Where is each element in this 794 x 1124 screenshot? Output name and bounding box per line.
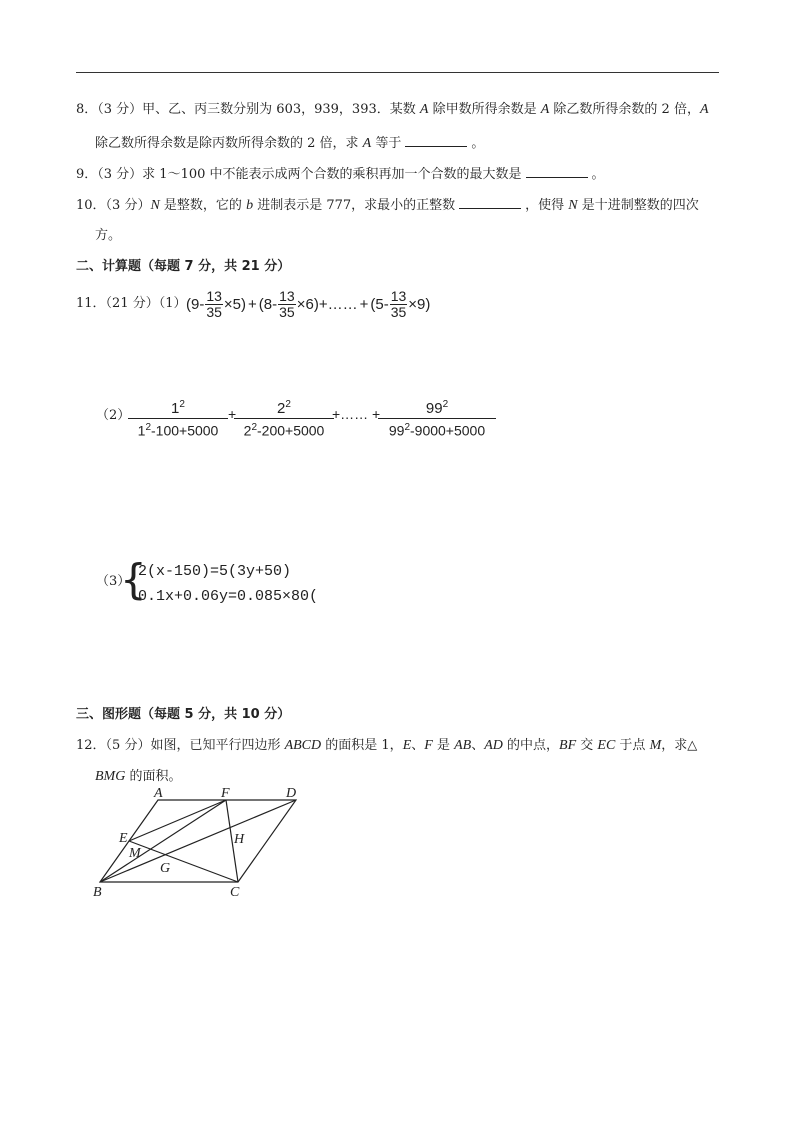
label-C: C xyxy=(230,885,240,900)
fraction-term-2: $\frac{2^2}{2^2-200+5000}$ xyxy=(236,396,332,440)
header-rule xyxy=(76,72,719,73)
question-12-line-2: BMG 的面积。 xyxy=(95,769,182,784)
fraction: $\frac{13}{35}$ xyxy=(279,287,295,320)
brace-icon: { xyxy=(120,555,147,604)
fraction-term-1: $\frac{1^2}{1^2-100+5000}$ xyxy=(130,396,226,440)
question-10-line-1: 10．（3 分）N 是整数，它的 b 进制表示是 777，求最小的正整数 ，使得 N 是十进制整数的四次 xyxy=(76,198,699,213)
question-8-line-1: 8．（3 分）甲、乙、丙三数分别为 603，939，393．某数 A 除甲数所得余数是 A 除乙数所得余数的 2 倍，A xyxy=(76,102,709,117)
label-B: B xyxy=(93,885,102,900)
label-H: H xyxy=(234,832,245,847)
answer-blank-10[interactable] xyxy=(459,196,521,209)
plus-sign: + xyxy=(228,406,237,422)
equation-2: 0.1x+0.06y=0.085×80( xyxy=(138,588,319,605)
fraction: $\frac{13}{35}$ xyxy=(206,287,222,320)
question-10-line-2: 方。 xyxy=(95,228,122,243)
label-A: A xyxy=(154,788,163,801)
fraction-term-3: $\frac{99^2}{99^2-9000+5000}$ xyxy=(380,396,494,440)
label-G: G xyxy=(160,861,171,876)
ellipsis: +…… xyxy=(332,406,369,422)
equation-1: 2(x-150)=5(3y+50) xyxy=(138,563,292,580)
plus-sign: + xyxy=(372,406,381,422)
fraction: $\frac{13}{35}$ xyxy=(390,287,407,320)
question-11-label: 11．（21 分）（1） xyxy=(76,296,187,311)
label-D: D xyxy=(286,788,297,801)
question-9: 9．（3 分）求 1～100 中不能表示成两个合数的乘积再加一个合数的最大数是 。 xyxy=(76,167,605,182)
question-8-line-2: 除乙数所得余数是除丙数所得余数的 2 倍，求 A 等于 。 xyxy=(95,136,485,151)
question-12-line-1: 12．（5 分）如图，已知平行四边形 ABCD 的面积是 1，E、F 是 AB、AD 的中点，BF 交 EC 于点 M，求△ xyxy=(76,738,698,753)
section-3-heading: 三、图形题（每题 5 分，共 10 分） xyxy=(76,707,291,722)
expression-part-1: (9- $\frac{13}{35}$ ×5) + (8- $\frac{13}{35}$ ×6) +…… + (5- $\frac{13}{35}$ ×9) xyxy=(186,287,431,320)
label-E: E xyxy=(119,831,128,846)
part-2-label: （2） xyxy=(96,408,131,423)
parallelogram-figure xyxy=(88,788,318,900)
label-F: F xyxy=(221,788,230,801)
label-M: M xyxy=(129,846,141,861)
part-3-label: （3） xyxy=(96,574,131,589)
section-2-heading: 二、计算题（每题 7 分，共 21 分） xyxy=(76,259,291,274)
answer-blank-9[interactable] xyxy=(526,165,588,178)
answer-blank-8[interactable] xyxy=(405,134,467,147)
